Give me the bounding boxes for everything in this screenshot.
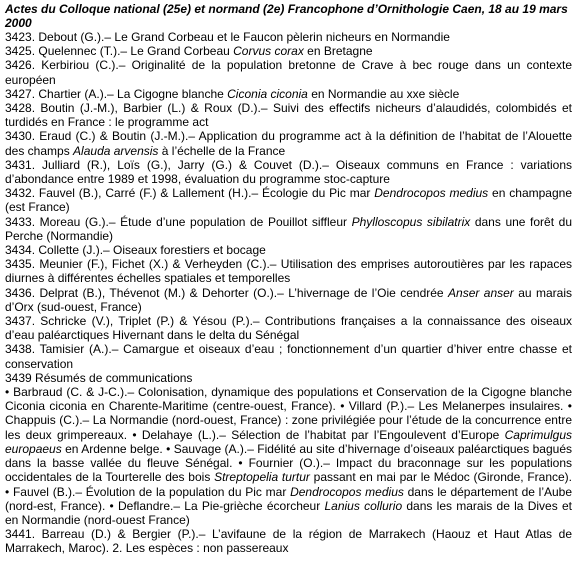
species-name: Caprimulgus europaeus	[5, 427, 572, 456]
entry-3434	[5, 243, 572, 257]
species-name: Anser anser	[448, 285, 514, 300]
entry-text: en Ardenne belge. • Sauvage (A.).– Fidélité au site d’hivernage d’oiseaux paléarctiques bagués dans la basse vallée du fleuve Sénégal. • Fournier (O.).– Impact du braconnage sur les populations occidentales de la Tourterelle des bois	[5, 441, 572, 485]
species-name: Phylloscopus sibilatrix	[351, 214, 471, 229]
entry-3430	[5, 129, 572, 157]
entry-text: à l’échelle de la France	[158, 143, 286, 158]
entry-3426	[5, 58, 572, 86]
entry-text: 3441. Barreau (D.) & Bergier (P.).– L’avifaune de la région de Marrakech (Haouz et Haut Atlas de Marrakech, Maroc). 2. Les espèces : non passereaux	[5, 527, 572, 556]
entry-text: 3426. Kerbiriou (C.).– Originalité de la population bretonne de Crave à bec rouge dans un contexte européen	[5, 58, 572, 87]
entry-list	[5, 30, 572, 556]
species-name: Streptopelia turtur	[214, 470, 310, 485]
entry-text: au marais d’Orx (sud-ouest, France)	[5, 285, 573, 314]
entry-3428	[5, 101, 572, 129]
entry-3437	[5, 314, 572, 342]
species-name: Dendrocopos medius	[290, 484, 404, 499]
entry-text: 3435. Meunier (F.), Fichet (X.) & Verheyden (C.).– Utilisation des emprises autoroutières par les rapaces diurnes à différentes échelles spatiales et temporelles	[5, 257, 572, 286]
entry-3441	[5, 527, 572, 555]
entry-text: 3439 Résumés de communications	[5, 370, 193, 385]
entry-text: 3436. Delprat (B.), Thévenot (M.) & Dehorter (O.).– L’hivernage de l’Oie cendrée	[5, 285, 449, 300]
entry-text: 3430. Eraud (C.) & Boutin (J.-M.).– Application du programme act à la définition de l’habitat de l’Alouette des champs	[5, 129, 572, 158]
entry-3436	[5, 286, 572, 314]
entry-text: 3437. Schricke (V.), Triplet (P.) & Yésou (P.).– Contributions françaises a la connaissance des oiseaux d’eau paléarctiques Hivernant dans le delta du Sénégal	[5, 314, 572, 343]
entry-3425	[5, 44, 572, 58]
entry-3423	[5, 30, 572, 44]
entry-text: 3432. Fauvel (B.), Carré (F.) & Lallement (H.).– Écologie du Pic mar	[5, 186, 375, 201]
entry-text: 3434. Collette (J.).– Oiseaux forestiers et bocage	[5, 243, 266, 258]
entry-text: dans le département de l’Aube (nord-est, France). • Deflandre.– La Pie-grièche écorcheur	[5, 484, 573, 513]
entry-text: 3431. Julliard (R.), Loïs (G.), Jarry (G.) & Couvet (D.).– Oiseaux communs en France : variations d’abondance entre 1989 et 1998, évaluation du programme stoc-capture	[5, 157, 572, 187]
entry-text: 3427. Chartier (A.).– La Cigogne blanche	[5, 86, 228, 101]
entry-text: 3423. Debout (G.).– Le Grand Corbeau et le Faucon pèlerin nicheurs en Normandie	[5, 30, 450, 44]
species-name: Alauda arvensis	[73, 143, 159, 158]
entry-text: • Barbraud (C. & J-C.).– Colonisation, dynamique des populations et Conservation de la Cigogne blanche Ciconia ciconia en Charente-Maritime (centre-ouest, France). • Villard (P.).– Les Melanerpes insulaires. • Chappuis (C.).– La Normandie (nord-ouest, France) : zone privilégiée pour l’étude de la concurrence entre les deux grimpereaux. • Delahaye (L.).– Sélection de l’habitat par l’Engoulevent d’Europe	[5, 385, 572, 442]
communications-summary	[5, 385, 572, 527]
species-name: Dendrocopos medius	[374, 186, 489, 201]
entry-3439	[5, 371, 572, 385]
entry-text: en Normandie au xxe siècle	[307, 86, 460, 101]
entry-text: dans les marais de la Dives et en Normandie (nord-ouest France)	[5, 498, 572, 527]
entry-3427	[5, 87, 572, 101]
document-title: Actes du Colloque national (25e) et normand (2e) Francophone d’Ornithologie Caen, 18 au 19 mars 2000	[5, 2, 568, 30]
entry-3432	[5, 186, 572, 214]
entry-text: 3425. Quelennec (T.).– Le Grand Corbeau	[5, 44, 234, 59]
entry-text: passant en mai par le Médoc (Gironde, France). • Fauvel (B.).– Évolution de la population du Pic mar	[5, 470, 573, 499]
species-name: Lanius collurio	[324, 498, 403, 513]
entry-text: 3433. Moreau (G.).– Étude d’une population de Pouillot siffleur	[5, 214, 352, 229]
entry-3433	[5, 215, 572, 243]
entry-3431	[5, 158, 572, 186]
species-name: Corvus corax	[233, 44, 304, 59]
entry-text: 3428. Boutin (J.-M.), Barbier (L.) & Roux (D.).– Suivi des effectifs nicheurs d’alaudidés, colombidés et turdidés en France : le programme act	[5, 101, 572, 130]
entry-text: 3438. Tamisier (A.).– Camargue et oiseaux d’eau ; fonctionnement d’un quartier d’hiver entre chasse et conservation	[5, 342, 572, 371]
entry-text: dans une forêt du Perche (Normandie)	[5, 214, 572, 243]
entry-3435	[5, 257, 572, 285]
entry-text: en champagne (est France)	[5, 186, 572, 215]
entry-3438	[5, 342, 572, 370]
species-name: Ciconia ciconia	[227, 86, 308, 101]
entry-text: en Bretagne	[303, 44, 373, 59]
